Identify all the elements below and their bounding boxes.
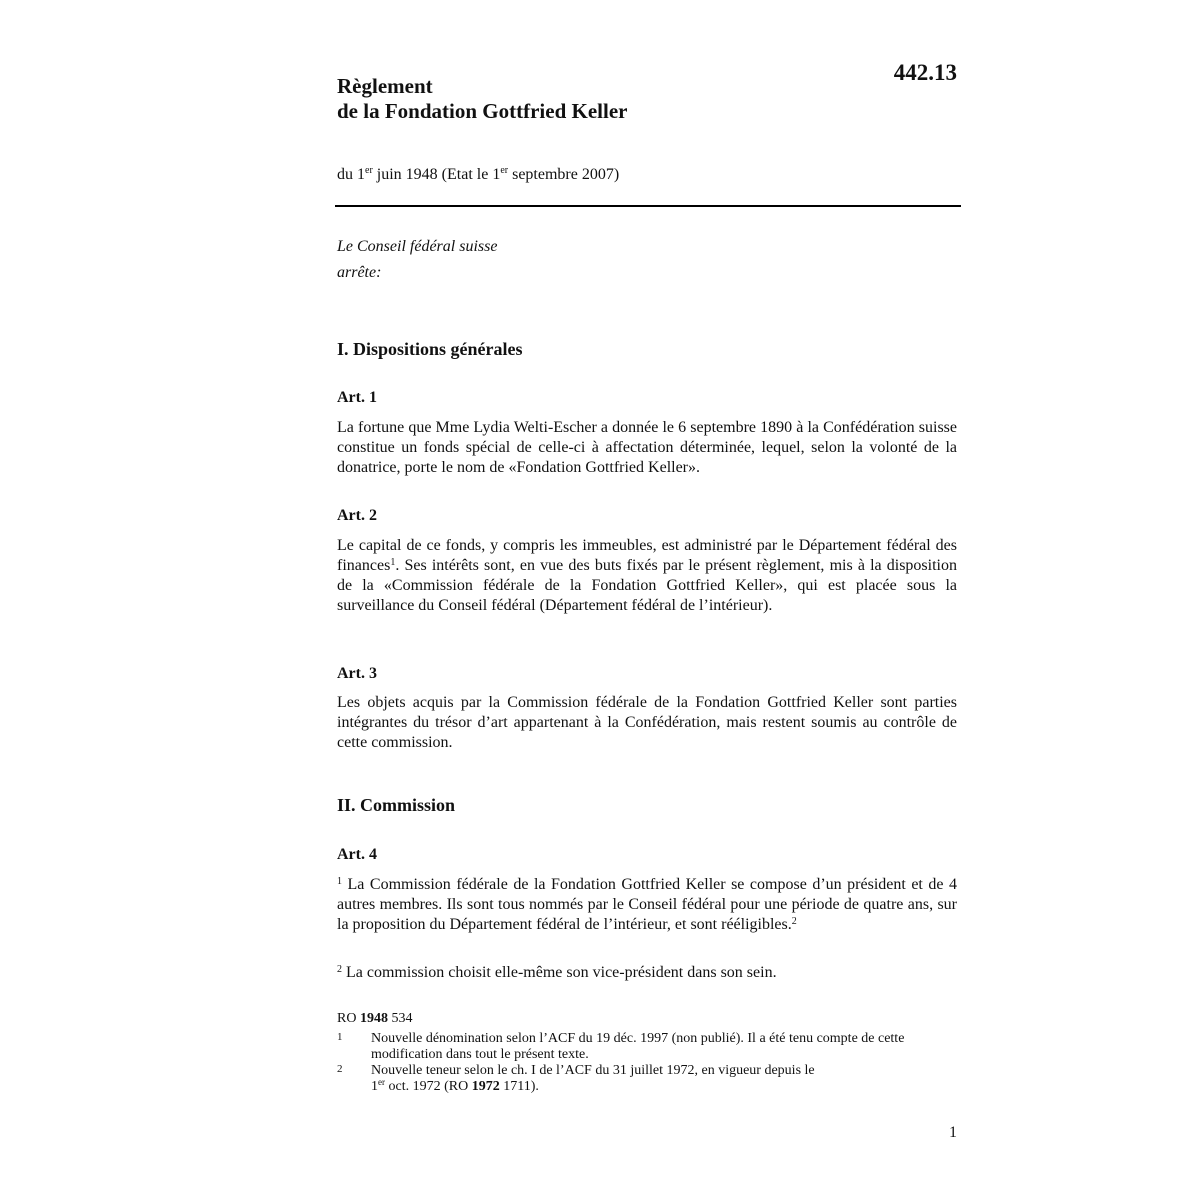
- article-2-text-after: . Ses intérêts sont, en vue des buts fixés par le présent règlement, mis à la disposition de la «Commission fédérale de la Fondation Gottfried Keller», qui est placée sous la surveillance du Conseil fédéral (Département fédéral de l’intérieur).: [337, 557, 957, 614]
- footnote-2: [337, 1063, 957, 1095]
- article-1-heading: Art. 1: [337, 389, 377, 406]
- footnote-1-text: Nouvelle dénomination selon l’ACF du 19 déc. 1997 (non publié). Il a été tenu compte de cette modification dans tout le présent texte.: [371, 1031, 905, 1062]
- footnote-2-year: 1972: [471, 1079, 500, 1094]
- article-1-text: La fortune que Mme Lydia Welti-Escher a donnée le 6 septembre 1890 à la Confédération suisse constitue un fonds spécial de celle-ci à affectation déterminée, lequel, selon la volonté de la donatrice, porte le nom de «Fondation Gottfried Keller».: [337, 419, 957, 476]
- footnote-1: [337, 1031, 957, 1063]
- article-4-heading: Art. 4: [337, 846, 377, 863]
- footnote-2-suffix: 1711).: [499, 1079, 539, 1094]
- article-4-paragraph-1: [337, 875, 957, 935]
- title-line-2: de la Fondation Gottfried Keller: [337, 99, 628, 123]
- section-heading-general-provisions: I. Dispositions générales: [337, 339, 523, 359]
- footnote-2-line-1: Nouvelle teneur selon le ch. I de l’ACF du 31 juillet 1972, en vigueur depuis le: [371, 1063, 815, 1078]
- article-4-paragraph-2: [337, 963, 957, 983]
- article-4-paragraph-1-text: La Commission fédérale de la Fondation Gottfried Keller se compose d’un président et de 4 autres membres. Ils sont tous nommés par le Conseil fédéral pour une période de quatre ans, sur la proposition du Département fédéral de l’intérieur, et sont rééligibles.: [337, 876, 957, 933]
- footnote-2-line-2: [371, 1079, 957, 1095]
- footnote-1-number: 1: [337, 1031, 343, 1043]
- article-4-paragraph-2-text: La commission choisit elle-même son vice-président dans son sein.: [342, 964, 777, 981]
- article-2-heading: Art. 2: [337, 507, 377, 524]
- footnote-ref-2[interactable]: 2: [791, 916, 797, 927]
- article-3-heading: Art. 3: [337, 665, 377, 682]
- document-date: [337, 164, 957, 186]
- document-title: [337, 74, 837, 124]
- date-prefix: du 1: [337, 166, 365, 183]
- page-number: 1: [949, 1124, 957, 1141]
- footnote-2-number: 2: [337, 1063, 343, 1075]
- article-2-text: [337, 536, 957, 616]
- source-reference: [337, 1011, 957, 1027]
- preamble-line-1: Le Conseil fédéral suisse: [337, 238, 498, 255]
- date-sup-1: er: [365, 165, 373, 176]
- preamble-line-2: arrête:: [337, 264, 382, 281]
- date-middle: juin 1948 (Etat le 1: [372, 166, 501, 183]
- footnotes: [337, 1011, 957, 1095]
- preamble: [337, 234, 737, 286]
- date-suffix: septembre 2007): [508, 166, 620, 183]
- source-page: 534: [387, 1011, 413, 1026]
- section-heading-commission: II. Commission: [337, 795, 456, 815]
- title-line-1: Règlement: [337, 74, 433, 98]
- article-2-text-before: Le capital de ce fonds, y compris les immeubles, est administré par le Département fédéral des finances: [337, 537, 957, 574]
- paragraph-number-1: 1: [337, 876, 342, 887]
- footnote-2-sup: er: [378, 1077, 385, 1087]
- paragraph-number-2: 2: [337, 964, 342, 975]
- sr-number: 442.13: [893, 60, 957, 85]
- footnote-2-mid: oct. 1972 (RO: [385, 1079, 472, 1094]
- source-prefix: RO: [337, 1011, 360, 1026]
- source-year: 1948: [359, 1011, 388, 1026]
- article-3-text: Les objets acquis par la Commission fédérale de la Fondation Gottfried Keller sont parties intégrantes du trésor d’art appartenant à la Confédération, mais restent soumis au contrôle de cette commission.: [337, 694, 957, 751]
- footnote-2-date-prefix: 1: [371, 1079, 378, 1094]
- header-divider: [335, 205, 961, 207]
- footnote-ref-1[interactable]: 1: [390, 557, 396, 568]
- date-sup-2: er: [500, 165, 509, 176]
